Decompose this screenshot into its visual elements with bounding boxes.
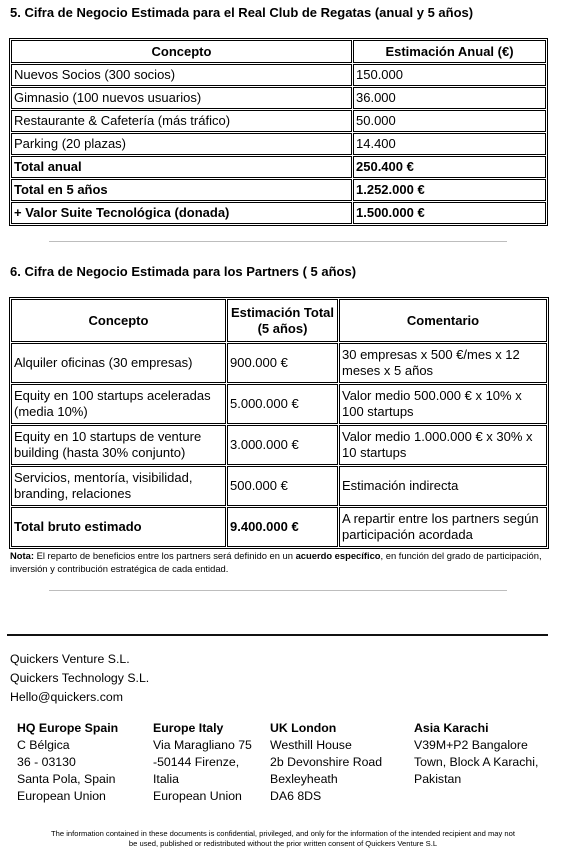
office-address-line: V39M+P2 Bangalore <box>414 738 528 752</box>
row-value: 150.000 <box>353 64 546 86</box>
office-address-line: DA6 8DS <box>270 789 322 803</box>
row-value: 900.000 € <box>227 343 338 383</box>
row-concept: Restaurante & Cafetería (más tráfico) <box>11 110 352 132</box>
table-row <box>11 64 546 86</box>
divider <box>49 241 507 242</box>
row-concept: + Valor Suite Tecnológica (donada) <box>11 202 352 224</box>
partners-revenue-table <box>9 297 549 549</box>
row-concept: Equity en 100 startups aceleradas (media 10%) <box>11 384 226 424</box>
section5-title: 5. Cifra de Negocio Estimada para el Real Club de Regatas (anual y 5 años) <box>10 5 474 20</box>
row-comment: 30 empresas x 500 €/mes x 12 meses x 5 años <box>339 343 547 383</box>
table-row <box>11 425 547 465</box>
note-text: El reparto de beneficios entre los partners será definido en un <box>33 550 296 561</box>
table-row-total-5-years <box>11 179 546 201</box>
office-address-line: 36 - 03130 <box>17 755 76 769</box>
footer-top-rule <box>7 634 548 636</box>
row-comment: Estimación indirecta <box>339 466 547 506</box>
row-value: 36.000 <box>353 87 546 109</box>
company-name: Quickers Venture S.L. <box>10 652 130 666</box>
row-value: 1.500.000 € <box>353 202 546 224</box>
row-value: 14.400 <box>353 133 546 155</box>
company-name: Quickers Technology S.L. <box>10 671 150 685</box>
row-concept: Total bruto estimado <box>11 507 226 547</box>
row-value: 5.000.000 € <box>227 384 338 424</box>
divider <box>49 590 507 591</box>
column-header-concept: Concepto <box>11 40 352 63</box>
disclaimer-line: The information contained in these documents is confidential, privileged, and only for the information of the intended recipient and may not <box>51 829 515 838</box>
contact-email: Hello@quickers.com <box>10 690 123 704</box>
row-concept: Total en 5 años <box>11 179 352 201</box>
row-value: 3.000.000 € <box>227 425 338 465</box>
row-value: 500.000 € <box>227 466 338 506</box>
office-address-line: Bexleyheath <box>270 772 338 786</box>
row-concept: Total anual <box>11 156 352 178</box>
row-concept: Nuevos Socios (300 socios) <box>11 64 352 86</box>
club-revenue-table <box>9 38 548 226</box>
table-row-total-annual <box>11 156 546 178</box>
table-row <box>11 384 547 424</box>
column-header-total-estimate: Estimación Total (5 años) <box>227 299 338 342</box>
column-header-concept: Concepto <box>11 299 226 342</box>
table-row-tech-suite <box>11 202 546 224</box>
company-contacts <box>10 650 149 707</box>
note-text: , en función del grado de participación, inversión y contribución estratégica de cada entidad. <box>10 550 542 574</box>
column-header-annual-estimate: Estimación Anual (€) <box>353 40 546 63</box>
office-title: UK London <box>270 721 337 735</box>
table-row <box>11 110 546 132</box>
column-header-comment: Comentario <box>339 299 547 342</box>
partners-note <box>10 549 550 575</box>
office-address-line: -50144 Firenze, <box>153 755 240 769</box>
office-address-line: European Union <box>17 789 106 803</box>
office-asia-karachi <box>414 720 538 788</box>
office-address-line: Town, Block A Karachi, <box>414 755 539 769</box>
office-title: HQ Europe Spain <box>17 721 119 735</box>
row-comment: Valor medio 1.000.000 € x 30% x 10 startups <box>339 425 547 465</box>
row-value: 9.400.000 € <box>227 507 338 547</box>
table-row <box>11 466 547 506</box>
confidentiality-disclaimer <box>0 829 566 849</box>
office-title: Europe Italy <box>153 721 224 735</box>
row-value: 50.000 <box>353 110 546 132</box>
office-address-line: Pakistan <box>414 772 462 786</box>
row-concept: Parking (20 plazas) <box>11 133 352 155</box>
row-value: 1.252.000 € <box>353 179 546 201</box>
table-row <box>11 87 546 109</box>
table-header-row <box>11 299 547 342</box>
row-concept: Alquiler oficinas (30 empresas) <box>11 343 226 383</box>
row-concept: Equity en 10 startups de venture building (hasta 30% conjunto) <box>11 425 226 465</box>
row-comment: A repartir entre los partners según participación acordada <box>339 507 547 547</box>
table-header-row <box>11 40 546 63</box>
row-comment: Valor medio 500.000 € x 10% x 100 startups <box>339 384 547 424</box>
row-value: 250.400 € <box>353 156 546 178</box>
note-emphasis: acuerdo específico <box>295 550 381 561</box>
row-concept: Gimnasio (100 nuevos usuarios) <box>11 87 352 109</box>
office-address-line: European Union <box>153 789 242 803</box>
office-uk-london <box>270 720 382 805</box>
office-address-line: Santa Pola, Spain <box>17 772 116 786</box>
office-title: Asia Karachi <box>414 721 489 735</box>
table-row <box>11 133 546 155</box>
office-address-line: 2b Devonshire Road <box>270 755 383 769</box>
office-address-line: Italia <box>153 772 179 786</box>
office-hq-spain <box>17 720 118 805</box>
row-concept: Servicios, mentoría, visibilidad, branding, relaciones <box>11 466 226 506</box>
office-address-line: Via Maragliano 75 <box>153 738 252 752</box>
note-label: Nota: <box>10 550 34 561</box>
table-row-total <box>11 507 547 547</box>
disclaimer-line: be used, published or redistributed without the prior written consent of Quickers Venture S.L <box>128 839 438 848</box>
section6-title: 6. Cifra de Negocio Estimada para los Partners ( 5 años) <box>10 264 357 279</box>
office-address-line: Westhill House <box>270 738 352 752</box>
office-address-line: C Bélgica <box>17 738 70 752</box>
table-row <box>11 343 547 383</box>
office-europe-italy <box>153 720 252 805</box>
